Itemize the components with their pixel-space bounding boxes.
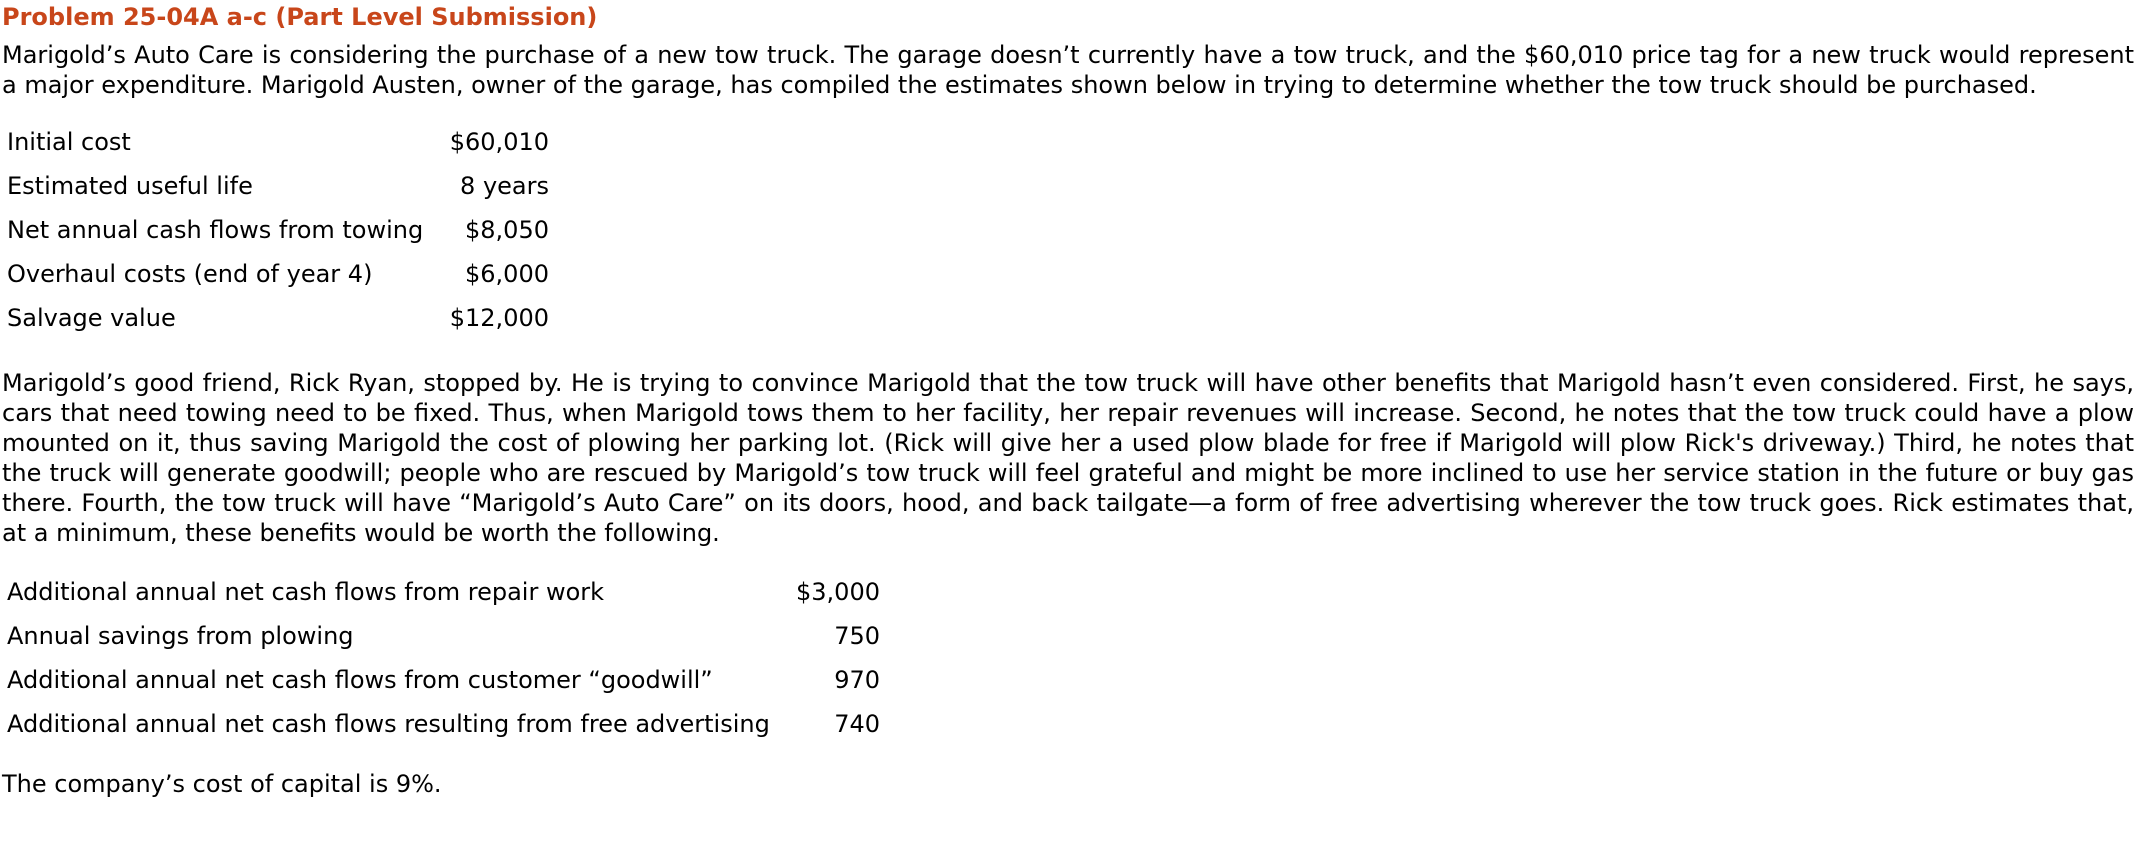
estimate-value: 8 years bbox=[460, 172, 549, 200]
benefit-value: 740 bbox=[834, 710, 880, 738]
intro-paragraph: Marigold’s Auto Care is considering the purchase of a new tow truck. The garage doesn’t currently have a tow truck, and the $60,010 price tag for a new truck would represent a major expenditure. Marigold Austen, owner of the garage, has compiled the estimates shown below in trying to determine whether the tow truck should be purchased. bbox=[2, 41, 2134, 99]
estimate-label: Overhaul costs (end of year 4) bbox=[7, 260, 373, 288]
benefit-value: 970 bbox=[834, 666, 880, 694]
estimate-label: Estimated useful life bbox=[7, 172, 253, 200]
table-row bbox=[2, 296, 549, 340]
benefit-label: Additional annual net cash flows resulting from free advertising bbox=[7, 710, 770, 738]
estimate-label: Salvage value bbox=[7, 304, 176, 332]
table-row bbox=[2, 614, 880, 658]
estimate-label: Initial cost bbox=[7, 128, 131, 156]
benefit-label: Additional annual net cash flows from customer “goodwill” bbox=[7, 666, 713, 694]
table-row bbox=[2, 570, 880, 614]
table-row bbox=[2, 702, 880, 746]
benefit-label: Annual savings from plowing bbox=[7, 622, 354, 650]
estimate-value: $8,050 bbox=[465, 216, 549, 244]
table-row bbox=[2, 164, 549, 208]
cost-of-capital-text: The company’s cost of capital is 9%. bbox=[2, 770, 442, 798]
benefit-value: $3,000 bbox=[796, 578, 880, 606]
table-row bbox=[2, 208, 549, 252]
estimate-label: Net annual cash flows from towing bbox=[7, 216, 424, 244]
problem-title: Problem 25-04A a-c (Part Level Submission) bbox=[2, 3, 598, 31]
estimate-value: $60,010 bbox=[449, 128, 549, 156]
friend-paragraph: Marigold’s good friend, Rick Ryan, stopped by. He is trying to convince Marigold that the tow truck will have other benefits that Marigold hasn’t even considered. First, he says, cars that need towing need to be fixed. Thus, when Marigold tows them to her facility, her repair revenues will increase. Second, he notes that the tow truck could have a plow mounted on it, thus saving Marigold the cost of plowing her parking lot. (Rick will give her a used plow blade for free if Marigold will plow Rick's driveway.) Third, he notes that the truck will generate goodwill; people who are rescued by Marigold’s tow truck will feel grateful and might be more inclined to use her service station in the future or buy gas there. Fourth, the tow truck will have “Marigold’s Auto Care” on its doors, hood, and back tailgate—a form of free advertising wherever the tow truck goes. Rick estimates that, at a minimum, these benefits would be worth the following. bbox=[2, 369, 2134, 547]
estimate-value: $6,000 bbox=[465, 260, 549, 288]
table-row bbox=[2, 252, 549, 296]
estimates-table bbox=[2, 120, 549, 340]
table-row bbox=[2, 658, 880, 702]
benefit-value: 750 bbox=[834, 622, 880, 650]
benefits-table bbox=[2, 570, 880, 746]
benefit-label: Additional annual net cash flows from repair work bbox=[7, 578, 605, 606]
estimate-value: $12,000 bbox=[449, 304, 549, 332]
table-row bbox=[2, 120, 549, 164]
problem-page bbox=[2, 0, 2134, 799]
